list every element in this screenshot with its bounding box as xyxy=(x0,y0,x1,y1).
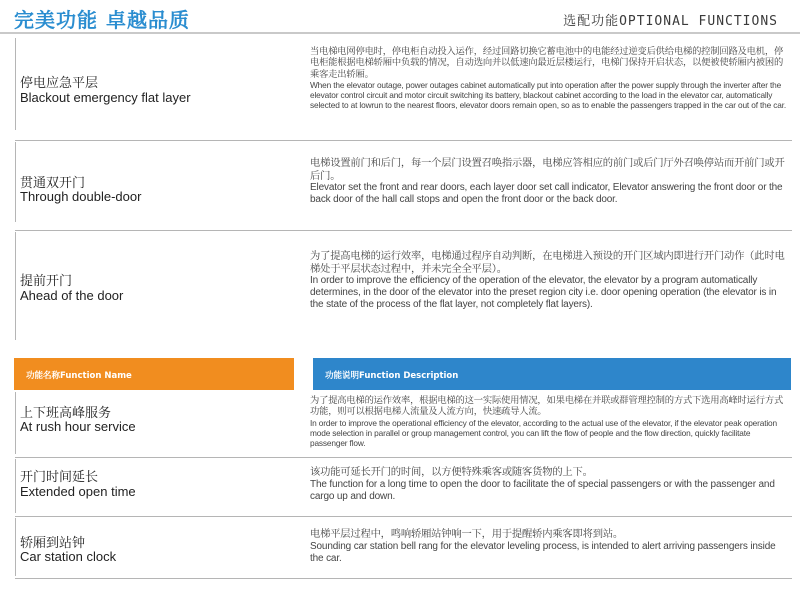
function-description xyxy=(310,250,788,312)
description-en: In order to improve the efficiency of the operation of the elevator, the elevator by a program automatically determines, in the door of the elevator into the preset region city i.e. door opening operation (the elevator is in the state of the process of the flat layer, not completely flat layers). xyxy=(310,275,777,311)
header-divider xyxy=(0,32,800,34)
row-divider-vertical xyxy=(15,142,16,222)
description-cn: 为了提高电梯的运行效率，电梯通过程序自动判断，在电梯进入预设的开门区域内即进行开门动作（此时电梯处于平层状态过程中，并未完全全平层）。 xyxy=(310,250,785,275)
description-en: In order to improve the operational efficiency of the elevator, according to the actual use of the elevator, if the elevator peak operation mode selection in parallel or group management control, you can lift the flow of people and the flow direction, quickly facilitate passenger flow. xyxy=(310,417,777,448)
function-name-en: Ahead of the door xyxy=(20,288,124,303)
row-divider xyxy=(15,457,792,458)
function-description xyxy=(310,528,788,565)
function-description xyxy=(310,395,788,448)
function-name-cn: 开门时间延长 xyxy=(20,470,99,485)
row-divider-vertical xyxy=(15,518,16,576)
function-name-cn: 贯通双开门 xyxy=(20,176,86,191)
description-en: Elevator set the front and rear doors, each layer door set call indicator, Elevator answering the front door or the back door of the hall call stops and open the front door or the back door. xyxy=(310,182,783,206)
description-en: The function for a long time to open the door to facilitate the of special passengers or with the passenger and cargo up and down. xyxy=(310,478,775,502)
page-title: 完美功能 卓越品质 xyxy=(14,8,190,32)
function-description xyxy=(310,466,788,503)
row-divider-vertical xyxy=(15,459,16,513)
function-name-header-bar xyxy=(14,358,294,390)
function-name-header: 功能名称Function Name xyxy=(26,371,132,381)
row-divider xyxy=(15,230,792,231)
function-description-header-bar xyxy=(313,358,791,390)
description-cn: 为了提高电梯的运作效率，根据电梯的这一实际使用情况，如果电梯在并联或群管理控制的方式下选用高峰时运行方式功能，则可以根据电梯人流量及人流方向，快速疏导人流。 xyxy=(310,395,784,418)
row-divider xyxy=(15,578,792,579)
section-subtitle: 选配功能OPTIONAL FUNCTIONS xyxy=(563,14,778,29)
description-cn: 电梯设置前门和后门，每一个层门设置召唤指示器，电梯应答相应的前门或后门厅外召唤停站而开前门或开后门。 xyxy=(310,157,785,182)
function-name-en: Extended open time xyxy=(20,484,136,499)
row-divider-vertical xyxy=(15,38,16,130)
function-name-cn: 上下班高峰服务 xyxy=(20,406,112,421)
description-en: When the elevator outage, power outages cabinet automatically put into operation after the power supply through the inverter after the elevator control circuit and motor circuit switching its battery, blackout cabinet according to the load in the elevator car, automatically selected to at lowrun to the nearest floors, elevator doors remain open, so as to enable the passengers trapped in the car out of the car. xyxy=(310,79,787,111)
description-cn: 当电梯电网停电时，停电柜自动投入运作，经过回路切换它蓄电池中的电能经过逆变后供给电梯的控制回路及电机，停电柜能根据电梯轿厢中负载的情况，自动选向并以低速向最近层楼运行，电梯门保持开启状态，以便被使轿厢内被困的乘客走出轿厢。 xyxy=(310,46,784,80)
row-divider xyxy=(15,516,792,517)
function-name-cn: 提前开门 xyxy=(20,274,73,289)
function-name-en: At rush hour service xyxy=(20,419,136,434)
row-divider-vertical xyxy=(15,392,16,454)
function-name-en: Blackout emergency flat layer xyxy=(20,90,191,105)
description-cn: 该功能可延长开门的时间，以方便特殊乘客或随客货物的上下。 xyxy=(310,466,593,478)
description-en: Sounding car station bell rang for the elevator leveling process, is intended to alert arriving passengers inside the car. xyxy=(310,540,776,564)
row-divider xyxy=(15,140,792,141)
function-name-cn: 轿厢到站钟 xyxy=(20,536,86,551)
row-divider-vertical xyxy=(15,232,16,340)
function-name-en: Through double-door xyxy=(20,189,142,204)
description-cn: 电梯平层过程中，鸣响轿厢站钟响一下，用于提醒轿内乘客即将到站。 xyxy=(310,528,624,540)
function-description xyxy=(310,46,788,110)
function-name-cn: 停电应急平层 xyxy=(20,76,99,91)
function-description-header: 功能说明Function Description xyxy=(325,371,459,381)
function-description xyxy=(310,157,788,206)
function-name-en: Car station clock xyxy=(20,549,117,564)
